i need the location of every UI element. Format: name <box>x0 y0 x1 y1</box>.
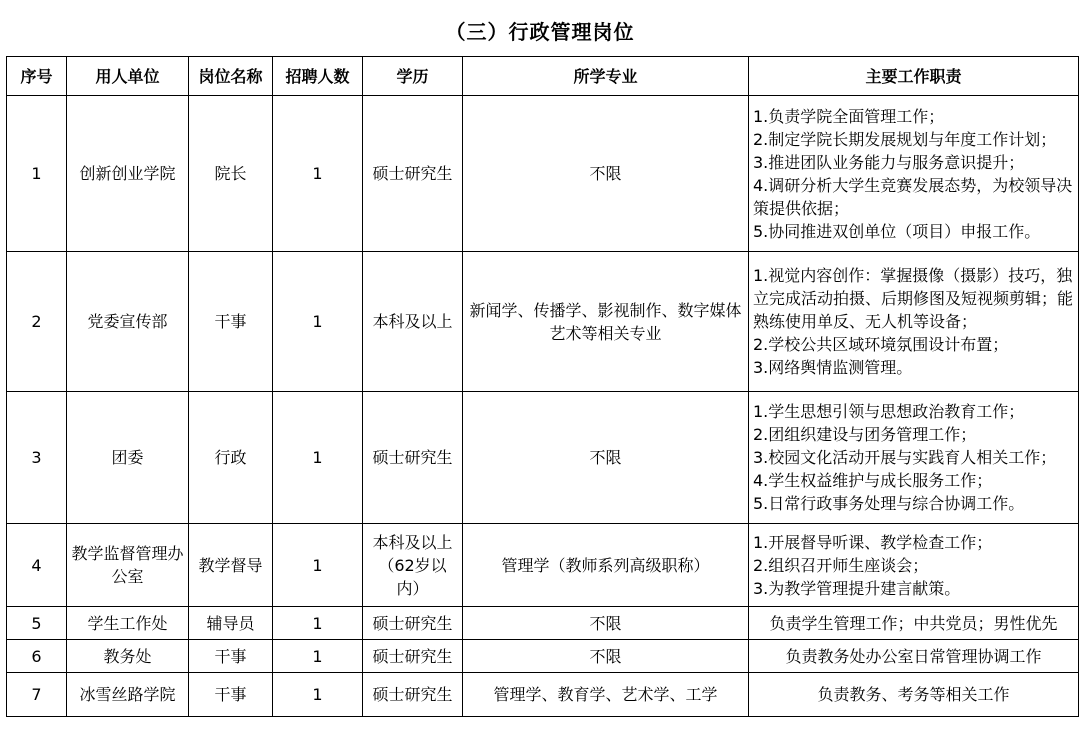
header-no: 序号 <box>7 57 67 96</box>
cell-position: 教学督导 <box>189 524 273 607</box>
cell-unit: 学生工作处 <box>67 607 189 640</box>
cell-no: 1 <box>7 96 67 252</box>
duty-line: 3.校园文化活动开展与实践育人相关工作； <box>753 448 1057 467</box>
duty-line: 2.组织召开师生座谈会； <box>753 555 929 575</box>
cell-unit: 教学监督管理办公室 <box>67 524 189 607</box>
cell-position: 干事 <box>189 673 273 717</box>
cell-education: 硕士研究生 <box>363 673 463 717</box>
cell-duties <box>749 640 1079 673</box>
cell-duties <box>749 392 1079 524</box>
cell-education: 硕士研究生 <box>363 607 463 640</box>
cell-count: 1 <box>273 607 363 640</box>
cell-unit: 冰雪丝路学院 <box>67 673 189 717</box>
header-duties: 主要工作职责 <box>749 57 1079 96</box>
section-title: （三）行政管理岗位 <box>445 20 635 44</box>
positions-table <box>6 56 1079 717</box>
cell-education: 本科及以上（62岁以内） <box>363 524 463 607</box>
table-header-row <box>7 57 1079 96</box>
cell-major: 不限 <box>463 640 749 673</box>
duty-line: 4.调研分析大学生竞赛发展态势，为校领导决策提供依据； <box>753 175 1073 218</box>
duty-line: 1.学生思想引领与思想政治教育工作； <box>753 402 1025 421</box>
cell-duties <box>749 252 1079 392</box>
cell-duties <box>749 673 1079 717</box>
header-unit: 用人单位 <box>67 57 189 96</box>
duty-line: 3.为教学管理提升建言献策。 <box>753 578 961 598</box>
cell-no: 7 <box>7 673 67 717</box>
cell-position: 辅导员 <box>189 607 273 640</box>
duty-line: 2.学校公共区域环境氛围设计布置； <box>753 335 1009 354</box>
table-row <box>7 673 1079 717</box>
header-position: 岗位名称 <box>189 57 273 96</box>
table-row <box>7 96 1079 252</box>
cell-major: 管理学（教师系列高级职称） <box>463 524 749 607</box>
cell-major: 不限 <box>463 96 749 252</box>
cell-education: 本科及以上 <box>363 252 463 392</box>
duty-line: 1.负责学院全面管理工作； <box>753 106 945 126</box>
cell-no: 5 <box>7 607 67 640</box>
cell-unit: 教务处 <box>67 640 189 673</box>
duty-line: 3.网络舆情监测管理。 <box>753 358 913 377</box>
cell-count: 1 <box>273 524 363 607</box>
cell-unit: 团委 <box>67 392 189 524</box>
cell-education: 硕士研究生 <box>363 392 463 524</box>
cell-no: 6 <box>7 640 67 673</box>
duty-line: 2.制定学院长期发展规划与年度工作计划； <box>753 129 1057 149</box>
duty-line: 负责教务、考务等相关工作 <box>817 685 1010 704</box>
cell-position: 行政 <box>189 392 273 524</box>
cell-duties <box>749 96 1079 252</box>
cell-unit: 创新创业学院 <box>67 96 189 252</box>
table-row <box>7 392 1079 524</box>
duty-line: 5.日常行政事务处理与综合协调工作。 <box>753 494 1025 513</box>
cell-no: 4 <box>7 524 67 607</box>
duty-line: 3.推进团队业务能力与服务意识提升； <box>753 152 1025 172</box>
duty-line: 5.协同推进双创单位（项目）申报工作。 <box>753 221 1041 241</box>
cell-no: 3 <box>7 392 67 524</box>
cell-no: 2 <box>7 252 67 392</box>
duty-line: 1.开展督导听课、教学检查工作； <box>753 532 993 552</box>
cell-duties <box>749 524 1079 607</box>
cell-position: 院长 <box>189 96 273 252</box>
cell-duties <box>749 607 1079 640</box>
cell-count: 1 <box>273 640 363 673</box>
cell-count: 1 <box>273 392 363 524</box>
cell-count: 1 <box>273 252 363 392</box>
cell-major: 不限 <box>463 392 749 524</box>
header-major: 所学专业 <box>463 57 749 96</box>
cell-major: 管理学、教育学、艺术学、工学 <box>463 673 749 717</box>
duty-line: 2.团组织建设与团务管理工作； <box>753 425 977 444</box>
cell-major: 新闻学、传播学、影视制作、数字媒体艺术等相关专业 <box>463 252 749 392</box>
cell-education: 硕士研究生 <box>363 96 463 252</box>
table-row <box>7 252 1079 392</box>
header-education: 学历 <box>363 57 463 96</box>
duty-line: 负责学生管理工作；中共党员；男性优先 <box>769 613 1058 633</box>
cell-count: 1 <box>273 96 363 252</box>
header-count: 招聘人数 <box>273 57 363 96</box>
table-row <box>7 524 1079 607</box>
table-row <box>7 640 1079 673</box>
cell-count: 1 <box>273 673 363 717</box>
cell-position: 干事 <box>189 640 273 673</box>
duty-line: 4.学生权益维护与成长服务工作； <box>753 471 993 490</box>
cell-unit: 党委宣传部 <box>67 252 189 392</box>
table-body <box>7 96 1079 717</box>
duty-line: 1.视觉内容创作：掌握摄像（摄影）技巧，独立完成活动拍摄、后期修图及短视频剪辑；能熟练使用单反、无人机等设备； <box>753 266 1074 331</box>
cell-education: 硕士研究生 <box>363 640 463 673</box>
cell-position: 干事 <box>189 252 273 392</box>
table-row <box>7 607 1079 640</box>
duty-line: 负责教务处办公室日常管理协调工作 <box>785 646 1042 666</box>
cell-major: 不限 <box>463 607 749 640</box>
